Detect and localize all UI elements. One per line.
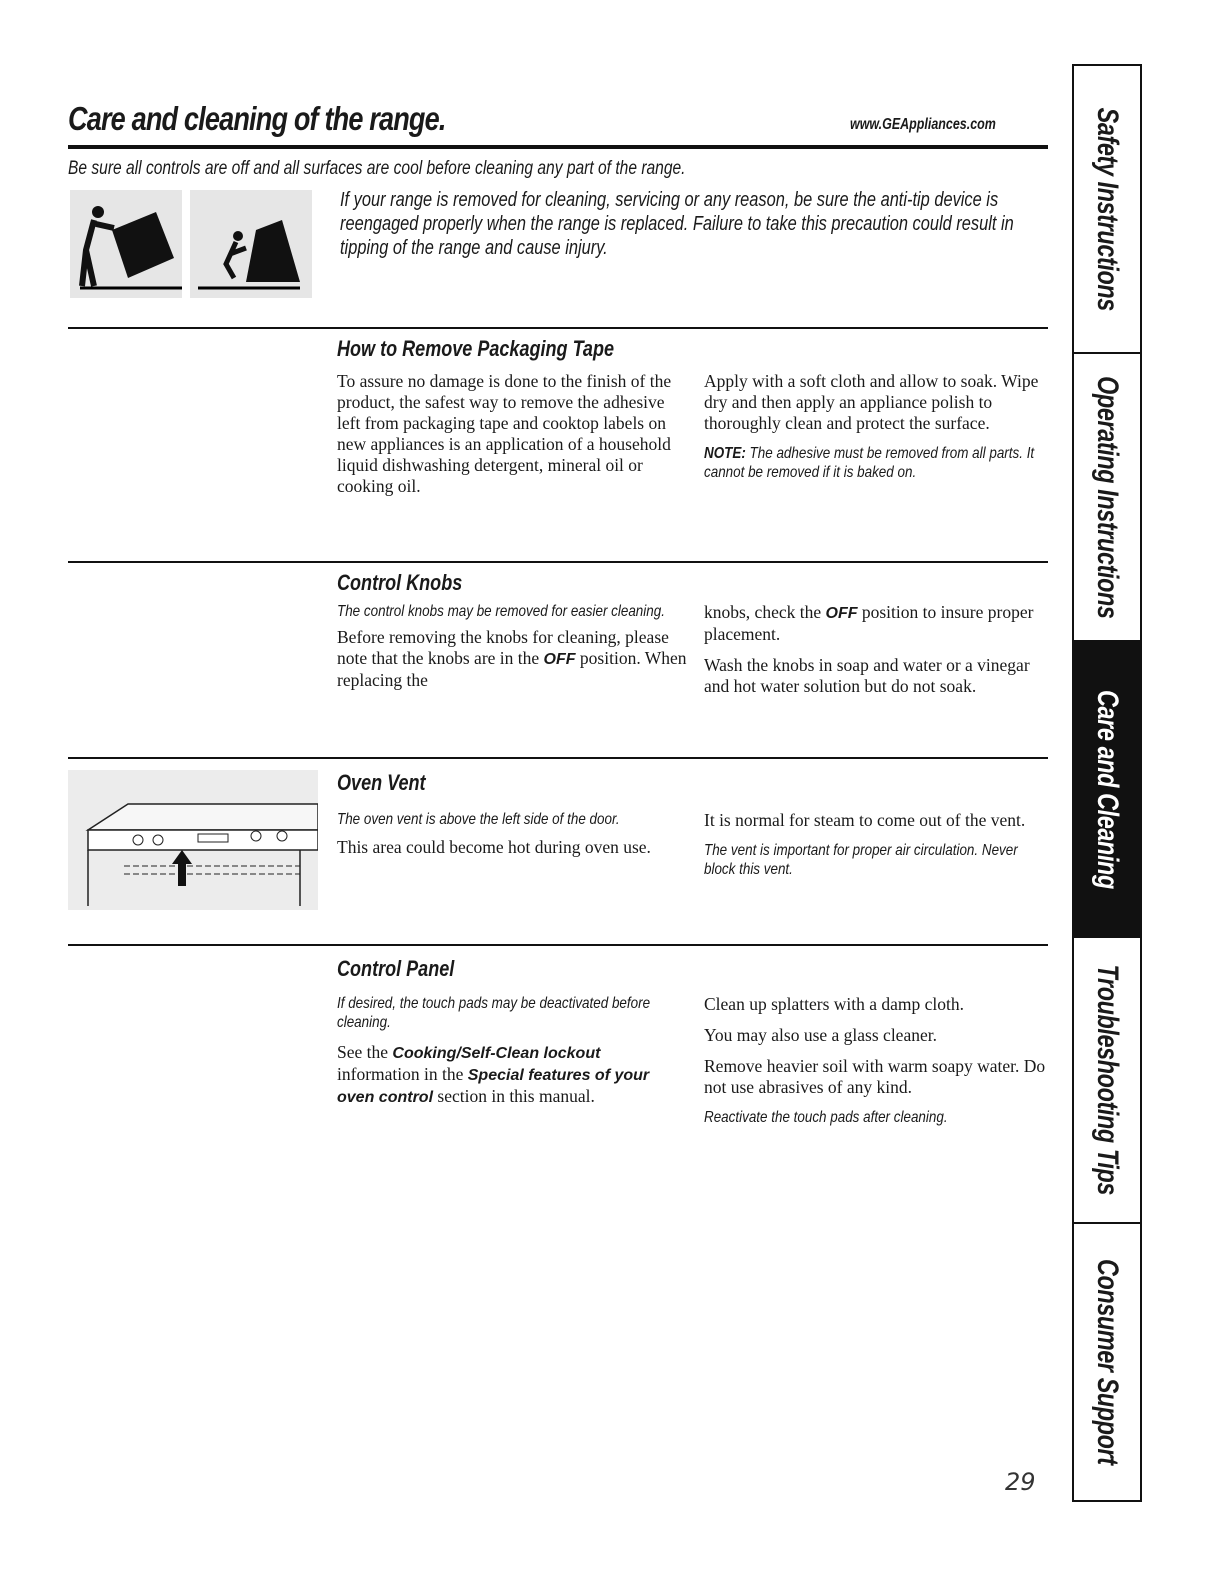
control-knobs-paragraph: knobs, check the (704, 602, 826, 622)
oven-vent-left-text (337, 810, 687, 868)
oven-vent-note: The vent is important for proper air circulation. Never block this vent. (704, 842, 1018, 878)
anti-tip-warning: If your range is removed for cleaning, servicing or any reason, be sure the anti-tip device is reengaged properly when the range is replaced. Failure to take this precaution could result in tipping of the range and cause injury. (340, 189, 1014, 259)
control-panel-paragraph: section in this manual. (433, 1086, 595, 1106)
tab-operating-instructions[interactable] (1074, 354, 1140, 642)
tab-label: Troubleshooting Tips (1091, 964, 1124, 1196)
anti-tip-illustration (70, 190, 312, 300)
control-knobs-intro: The control knobs may be removed for easier cleaning. (337, 603, 665, 620)
page-title: Care and cleaning of the range. (68, 100, 446, 137)
note-text: The adhesive must be removed from all parts. It cannot be removed if it is baked on. (704, 445, 1035, 481)
title-divider (68, 145, 1048, 149)
oven-vent-paragraph: It is normal for steam to come out of the vent. (704, 810, 1026, 830)
section-title-control-knobs: Control Knobs (337, 570, 463, 595)
tab-label: Consumer Support (1091, 1259, 1124, 1465)
control-panel-paragraph: You may also use a glass cleaner. (704, 1025, 937, 1045)
packaging-tape-paragraph: To assure no damage is done to the finish of the product, the safest way to remove the adhesive left from packaging tape and cooktop labels on new appliances is an application of a household liquid dishwashing detergent, mineral oil or cooking oil. (337, 371, 672, 496)
control-panel-left-text (337, 994, 687, 1118)
section-divider (68, 757, 1048, 759)
tab-safety-instructions[interactable] (1074, 66, 1140, 354)
control-panel-right-text (704, 994, 1054, 1127)
oven-vent-intro: The oven vent is above the left side of the door. (337, 811, 620, 828)
lockout-reference: Cooking/Self-Clean lockout (392, 1045, 601, 1062)
tab-consumer-support[interactable] (1074, 1224, 1140, 1500)
special-features-reference: Special features of your oven control (337, 1067, 650, 1106)
cleaning-warning: Be sure all controls are off and all surfaces are cool before cleaning any part of the range. (68, 158, 686, 179)
control-panel-intro: If desired, the touch pads may be deactivated before cleaning. (337, 995, 651, 1031)
packaging-tape-paragraph: Apply with a soft cloth and allow to soak. Wipe dry and then apply an appliance polish to thoroughly clean and protect the surface. (704, 371, 1039, 433)
packaging-tape-right-text (704, 371, 1054, 482)
control-panel-paragraph: Remove heavier soil with warm soapy water. Do not use abrasives of any kind. (704, 1056, 1046, 1097)
control-panel-paragraph: Clean up splatters with a damp cloth. (704, 994, 965, 1014)
section-divider (68, 561, 1048, 563)
page-number: 29 (1005, 1468, 1036, 1496)
control-knobs-right-text (704, 602, 1054, 707)
tab-label: Operating Instructions (1091, 375, 1124, 619)
note-label: NOTE: (704, 445, 746, 462)
oven-vent-paragraph: This area could become hot during oven use. (337, 837, 651, 857)
control-knobs-paragraph: Before removing the knobs for cleaning, please note that the knobs are in the (337, 627, 669, 668)
packaging-tape-left-text (337, 371, 687, 507)
packaging-tape-note (704, 444, 1048, 482)
oven-vent-right-text (704, 810, 1054, 879)
control-panel-paragraph: See the (337, 1042, 393, 1062)
tab-care-and-cleaning[interactable] (1074, 642, 1140, 938)
tab-troubleshooting-tips[interactable] (1074, 938, 1140, 1224)
control-panel-note: Reactivate the touch pads after cleaning. (704, 1109, 948, 1126)
control-knobs-paragraph: position to insure proper placement. (704, 602, 1034, 644)
off-label: OFF (825, 605, 858, 622)
oven-vent-illustration (68, 770, 318, 910)
tab-label: Care and Cleaning (1091, 689, 1124, 889)
control-knobs-wash-text: Wash the knobs in soap and water or a vinegar and hot water solution but do not soak. (704, 655, 1030, 696)
control-knobs-left-text (337, 602, 687, 701)
section-sidebar (1072, 64, 1142, 1502)
website-link[interactable]: www.GEAppliances.com (850, 116, 996, 133)
section-title-packaging-tape: How to Remove Packaging Tape (337, 336, 615, 361)
section-divider (68, 944, 1048, 946)
section-title-oven-vent: Oven Vent (337, 770, 426, 795)
control-panel-paragraph: information in the (337, 1064, 468, 1084)
section-divider (68, 327, 1048, 329)
off-label: OFF (543, 651, 576, 668)
tab-label: Safety Instructions (1091, 107, 1124, 311)
control-knobs-paragraph: position. When replacing the (337, 648, 687, 690)
section-title-control-panel: Control Panel (337, 956, 455, 981)
